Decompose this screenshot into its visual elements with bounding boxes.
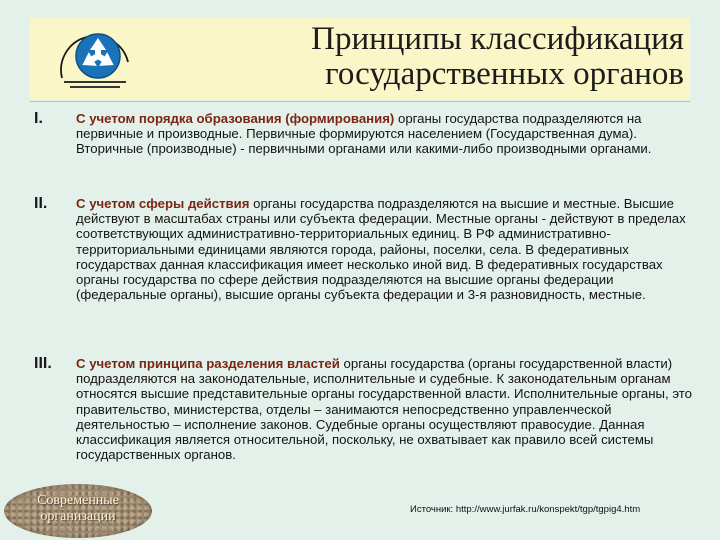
list-numeral: III. <box>34 355 52 372</box>
list-numeral: I. <box>34 110 43 127</box>
list-item-text <box>76 111 696 157</box>
list-item-lead: С учетом принципа разделения властей <box>76 356 340 371</box>
list-item-body: органы государства подразделяются на первичные и производные. Первичные формируются населением (Государственная дума). Вторичные (производные) - первичными органами или какими-либо производными органами. <box>76 111 652 157</box>
list-item-body: органы государства подразделяются на высшие и местные. Высшие действуют в масштабах страны или субъекта федерации. Местные органы - действуют в пределах соответствующих административно-территориальных единиц. В РФ административно-территориальными единицами являются города, районы, поселки, села. В федеративных государствах данная классификация имеет несколько иной вид. В федеративных государствах органы государства по сфере действия подразделяются на высшие органы федерации (федеральные органы), высшие органы субъекта федерации и 3-я разновидность, местные. <box>76 196 686 303</box>
organization-badge <box>4 484 152 538</box>
badge-line-1: Современные <box>37 493 119 508</box>
list-item-lead: С учетом сферы действия <box>76 196 250 211</box>
page-title <box>311 22 684 92</box>
list-item-body: органы государства (органы государственной власти) подразделяются на законодательные, исполнительные и судебные. К законодательным органам относятся высшие представительные органы государственной власти. Исполнительные органы, это правительство, министерства, отделы – занимаются непосредственно управленческой деятельностью – исполнение законов. Судебные органы осуществляют правосудие. Данная классификация является относительной, поскольку, не охватывает как правило всей системы государственных органов. <box>76 356 692 463</box>
badge-text <box>4 493 152 525</box>
title-divider <box>30 101 690 102</box>
list-item-text <box>76 196 696 302</box>
title-line-2: государственных органов <box>325 56 684 92</box>
list-numeral: II. <box>34 195 48 212</box>
badge-line-2: организации <box>40 509 116 524</box>
source-link[interactable]: Источник: http://www.jurfak.ru/konspekt/tgp/tgpig4.htm <box>410 504 641 515</box>
title-line-1: Принципы классификация <box>311 21 684 57</box>
recycle-logo-icon <box>56 24 134 94</box>
list-item-lead: С учетом порядка образования (формирования) <box>76 111 395 126</box>
list-item-text <box>76 356 696 462</box>
